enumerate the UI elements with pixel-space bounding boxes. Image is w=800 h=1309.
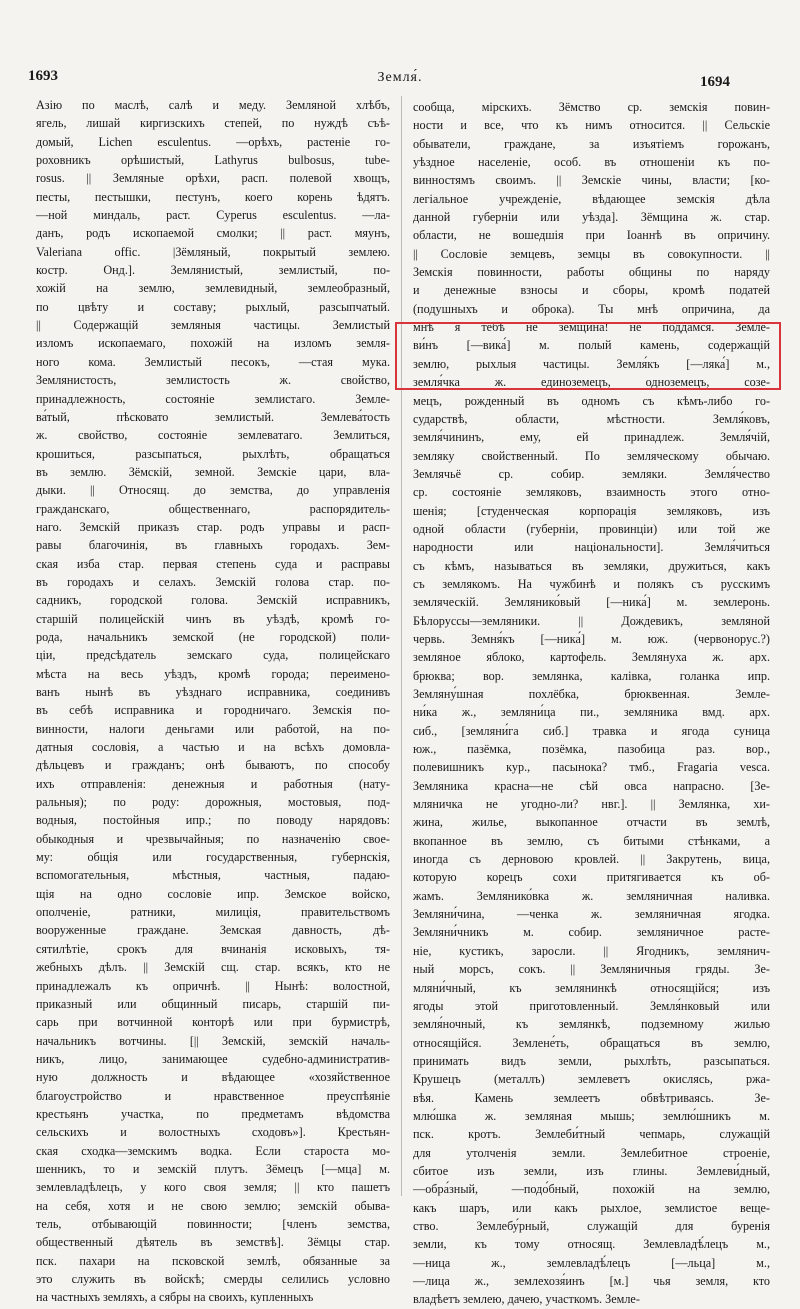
text-line: ство. Землебу́рный, служащій для буренія	[413, 1218, 770, 1233]
text-line: земля́ночный, къ землянкѣ, подземному жилью	[413, 1017, 770, 1032]
text-line: ванъ нынѣ въ уѣзднаго исправника, соединивъ	[36, 685, 390, 699]
text-line: ская изба стар. первая степень суда и расправы	[36, 556, 390, 571]
text-line: —ница ж., землевладѣ́лецъ [—льца] м.,	[413, 1255, 770, 1270]
text-line: Бѣлоруссы—земляники. || Дождевикъ, земляной	[413, 613, 770, 628]
text-line: земляку свойственный. По земляческому обычаю.	[413, 448, 770, 463]
right-column	[413, 98, 770, 1307]
text-line: шенникъ, то и земскій плутъ. Зёмецъ [—мца] м.	[36, 1161, 390, 1176]
text-line: ни́ка ж., земляни́ца пи., земляника вмд. арх.	[413, 705, 770, 720]
text-line: (подушныхъ и оброка). Ты мнѣ опричина, да	[413, 301, 770, 316]
highlight-box	[395, 322, 781, 390]
text-line: на себя, хотя и не свою землю; земскій обыва-	[36, 1198, 390, 1213]
text-line: сбитое изъ земли, изъ глины. Землеви́дный,	[413, 1163, 770, 1178]
text-line: области, не вошедшія при Іоаннѣ въ опричину.	[413, 228, 770, 243]
text-line: мляни́чный, къ землянинкѣ относящійся; изъ	[413, 980, 770, 995]
text-line: водныя, постойныя ипр.; по поводу нарядовъ:	[36, 813, 390, 828]
text-line: приказный или общинный писарь, старшій пи-	[36, 996, 390, 1011]
text-line: земля́чка ж. единоземецъ, одноземецъ, созе-	[413, 375, 770, 390]
text-line: въ землю. Зёмскій, земной. Земскіе цари, вла-	[36, 464, 390, 479]
text-line: сятилѣтіе, срокъ для вчинанія исковыхъ, тя-	[36, 941, 390, 956]
text-line: му: общія или государственныя, губернскія,	[36, 850, 390, 865]
text-line: рода, начальникъ земской (не городской) поли-	[36, 629, 390, 644]
page-number-right: 1694	[700, 74, 730, 90]
text-line: принимать видъ земли, рыхлѣть, разсыпаться.	[413, 1053, 770, 1068]
text-line: rosus. || Земляные орѣхи, расп. полевой хвощъ,	[36, 171, 390, 186]
text-line: крестьянъ участка, по предметамъ вѣдомства	[36, 1106, 390, 1121]
text-line: въ городахъ и селахъ. Земскій голова стар. по-	[36, 574, 390, 589]
text-line: земляческій. Землянико́вый [—ника́] м. землеронь.	[413, 595, 770, 610]
text-line: —обра́зный, —подо́бный, похожій на землю,	[413, 1182, 770, 1197]
text-line: ральныя); по роду: дорожныя, мостовыя, под-	[36, 795, 390, 810]
text-line: ская сходка—земскимъ водка. Если староста мо-	[36, 1143, 390, 1158]
text-line: какъ шаръ, или какъ рыхлое, землистое веще-	[413, 1200, 770, 1215]
text-line: Землячьё ср. собир. земляки. Земля́чество	[413, 466, 770, 481]
text-line: брюква; вор. землянка, калівка, голанка ипр.	[413, 668, 770, 683]
text-line: ного кома. Землистый песокъ, —стая мука.	[36, 354, 390, 369]
text-line: ціи, предсѣдатель земскаго суда, полицейскаго	[36, 648, 390, 663]
text-line: садникъ, городской голова. Земскій исправникъ,	[36, 593, 390, 608]
text-line: ва́тый, пѣсковато землистый. Землева́тость	[36, 409, 390, 424]
text-line: Земляну́шная похлёбка, брюквенная. Земле-	[413, 687, 770, 701]
text-line: и денежные взносы и сборы, кромѣ податей	[413, 283, 770, 298]
text-line: сообща, мірскихъ. Зёмство ср. земскія повин-	[413, 100, 770, 114]
text-line: иногда съ дерновою кровлей. || Закрутень, вица,	[413, 852, 770, 867]
text-line: Земскія повинности, работы общины по наряду	[413, 265, 770, 280]
text-line: для утолченія земли. Землебитное строеніе,	[413, 1145, 770, 1160]
text-line: Земляни́чина, —ченка ж. земляничная ягодка.	[413, 907, 770, 922]
text-line: данной губерніи или уѣзда]. Зёмщина ж. стар.	[413, 210, 770, 225]
text-line: Азію по маслѣ, салѣ и меду. Земляной хлѣбъ,	[36, 98, 390, 112]
text-line: гражданскаго, общественнаго, распорядитель-	[36, 501, 390, 516]
text-line: Земляни́чникъ м. собир. земляничное расте-	[413, 925, 770, 940]
text-line: старшій полицейскій чинъ въ уѣздѣ, кромѣ го-	[36, 611, 390, 626]
text-line: общественный дѣятель въ земствѣ]. Зёмцы стар.	[36, 1235, 390, 1250]
text-line: ср. состояніе земляковъ, взаимность этого отно-	[413, 485, 770, 500]
text-line: обыкодныя и чрезвычайныя; по назначенію свое-	[36, 831, 390, 846]
text-line: никъ, лицо, занимающее судебно-административ-	[36, 1051, 390, 1066]
text-line: ніе, кустикъ, заросли. || Ягодникъ, землянич-	[413, 943, 770, 958]
text-line: роховникъ орѣшистый, Lathyrus bulbosus, tube-	[36, 153, 390, 168]
text-line: сиб., [земляни́га сиб.] травка и ягода суница	[413, 723, 770, 738]
column-divider	[401, 96, 402, 1196]
text-line: земля́чининъ, ему, ей принадлеж. Земля́чій,	[413, 430, 770, 445]
text-line: датныя сословія, а частью и на всѣхъ домовла-	[36, 740, 390, 755]
text-line: мнѣ я тебѣ не земщина! не поддамся. Земле-	[413, 320, 770, 335]
text-line: ж. свойство, состояніе землеватаго. Землиться,	[36, 428, 390, 443]
text-line: мляничка не угодно-ли? нвг.]. || Землянка, хи-	[413, 797, 770, 812]
text-line: уѣздное населеніе, особ. въ отношеніи къ по-	[413, 155, 770, 170]
text-line: домый, Lichen esculentus. —орѣхъ, растеніе го-	[36, 134, 390, 149]
text-line: землевладѣлецъ, у кого своя земля; || кто пашетъ	[36, 1180, 390, 1195]
text-line: съ землякомъ. На чужбинѣ и полякъ съ русскимъ	[413, 576, 770, 591]
text-line: —ной миндаль, раст. Cyperus esculentus. —ла-	[36, 208, 390, 223]
text-line: Землянистость, землистость ж. свойство,	[36, 373, 390, 388]
text-line: данъ, родъ ископаемой смолки; || раст. мяунъ,	[36, 226, 390, 241]
text-line: вооруженные граждане. Земская давность, дѣ-	[36, 923, 390, 938]
text-line: ополченіе, ратники, милиція, правительствомъ	[36, 905, 390, 920]
text-line: вкопанное въ землю, съ битыми стѣнками, а	[413, 833, 770, 848]
text-line: пск. пахари на псковской землѣ, обязанные за	[36, 1253, 390, 1268]
text-line: сарь при вотчинной конторѣ или при бурмистрѣ,	[36, 1015, 390, 1030]
text-line: относящійся. Землене́ть, обращаться въ землю,	[413, 1035, 770, 1050]
text-line: наго. Земскій приказъ стар. родъ управы и расп-	[36, 519, 390, 534]
text-line: юж., пазёмка, позёмка, пазобица раз. вор.,	[413, 742, 770, 757]
text-line: Valeriana offic. |Зёмляный, покрытый землею.	[36, 244, 390, 259]
text-line: земли, къ тому относящ. Землевладѣ́лецъ м.,	[413, 1237, 770, 1252]
text-line: ихъ отправленія: денежныя и работныя (нату-	[36, 776, 390, 791]
text-line: это служить въ войскѣ; смерды селились условно	[36, 1272, 390, 1286]
text-line: по цвѣту и составу; рыхлый, разсыпчатый.	[36, 299, 390, 314]
page-header	[0, 60, 800, 90]
text-line: съ кѣмъ, называться въ земляки, дружиться, какъ	[413, 558, 770, 573]
text-line: жамъ. Землянико́вка ж. земляничная наливка.	[413, 888, 770, 903]
text-line: народности или національности]. Земля́читься	[413, 540, 770, 555]
text-line: вѣя. Камень землеетъ обвѣтриваясь. Зе-	[413, 1090, 770, 1105]
text-line: вспомогательныя, мѣстныя, частныя, падаю-	[36, 868, 390, 883]
text-line: щія на одно сословіе ипр. Земское войско,	[36, 886, 390, 901]
text-line: крошиться, разсыпаться, рыхлѣть, обращаться	[36, 446, 390, 461]
text-line: млю́шка ж. земляная мышь; землю́шникъ м.	[413, 1108, 770, 1123]
text-line: принадлежалъ къ опричнѣ. || Нынѣ: волостной,	[36, 978, 390, 993]
text-line: песты, пестышки, пестунъ, коего корень ѣдятъ.	[36, 189, 390, 204]
text-line: жебныхъ дѣлъ. || Земскій сщ. стар. всякъ, кто не	[36, 960, 390, 975]
text-line: дѣльцевъ и гражданъ; онѣ бываютъ, по способу	[36, 758, 390, 773]
text-line: Крушецъ (металлъ) землеветъ окислясь, ржа-	[413, 1072, 770, 1087]
text-line: владѣетъ землею, дачею, участкомъ. Земле-	[413, 1292, 640, 1307]
text-line: ный морсъ, сокъ. || Земляничныя гряды. Зе-	[413, 962, 770, 977]
text-line: сударствѣ, области, мѣстности. Земля́ковъ,	[413, 411, 770, 426]
text-line: на частныхъ земляхъ, а сябры на своихъ, купленныхъ	[36, 1290, 314, 1305]
text-line: жина, жилье, выкопанное отчасти въ землѣ,	[413, 815, 770, 830]
text-line: ягоды этой приготовленный. Земля́нковый или	[413, 998, 770, 1013]
text-line: хожій на землю, землевидный, землеобразный,	[36, 281, 390, 296]
text-line: винностямъ своимъ. || Земскіе чины, власти; [ко-	[413, 173, 770, 188]
text-line: дыки. || Относящ. до земства, до управленія	[36, 483, 390, 498]
text-line: одной области (губерніи, провинціи) или той же	[413, 521, 770, 536]
text-line: ви́нъ [—вика́] м. полый камень, содержащій	[413, 338, 770, 353]
text-line: полевишникъ кур., пасынока? тмб., Fragaria vesca.	[413, 760, 770, 775]
text-line: равы благочинія, въ главныхъ городахъ. Зем-	[36, 538, 390, 553]
text-line: пск. кротъ. Землеби́тный чепмарь, служащій	[413, 1127, 770, 1142]
text-line: костр. Онд.]. Землянистый, землистый, по-	[36, 263, 390, 278]
text-line: Земляника красна—не сѣй овса напрасно. [Зе-	[413, 778, 770, 793]
text-line: || Содержащій земляныя частицы. Землистый	[36, 318, 390, 333]
text-line: —лица ж., землехозя́инъ [м.] чья земля, кто	[413, 1274, 770, 1288]
text-line: ную должность и вѣдающее «хозяйственное	[36, 1070, 390, 1085]
text-line: начальникъ вотчины. [|| Земскій, земскій началь-	[36, 1033, 390, 1048]
text-line: червь. Земня́къ [—ника́] м. юж. (червонорус.?)	[413, 631, 770, 646]
text-line: въ себѣ исправника и городничаго. Земскія по-	[36, 703, 390, 718]
text-line: ягель, лишай киргизскихъ степей, по нуждѣ съѣ-	[36, 116, 390, 131]
text-line: винности, налоги деньгами или работой, на по-	[36, 721, 390, 736]
text-line: землю, рыхлыя частицы. Земля́къ [—ляка́] м.,	[413, 356, 770, 371]
text-line: шенія; [студенческая корпорація земляковъ, изъ	[413, 503, 770, 518]
running-title: Земля́.	[377, 70, 423, 85]
text-line: мецъ, рожденный въ одномъ съ кѣмъ-либо го-	[413, 393, 770, 408]
text-line: принадлежность, состояніе землистаго. Земле-	[36, 391, 390, 406]
page-number-left: 1693	[28, 68, 58, 84]
text-line: земляное яблоко, картофель. Землянуха ж. арх.	[413, 650, 770, 665]
left-column	[36, 96, 390, 1305]
text-line: благоустройство и нравственное преуспѣяніе	[36, 1088, 390, 1103]
text-line: обыватели, граждане, за изъятіемъ горожанъ,	[413, 136, 770, 151]
text-line: || Сословіе земцевъ, земцы въ совокупности. ||	[413, 246, 770, 261]
text-line: легіальное учрежденіе, вѣдающее земскія дѣла	[413, 191, 770, 206]
text-line: ности и все, что къ нимъ относится. || Сельскіе	[413, 118, 770, 133]
text-line: тель, отбывающій повинности; [членъ земства,	[36, 1216, 390, 1231]
text-line: мѣста на весь уѣздъ, кромѣ города; переимено-	[36, 666, 390, 681]
text-line: сельскихъ и волостныхъ сходовъ»]. Крестьян-	[36, 1125, 390, 1140]
text-line: изломъ ископаемаго, похожій на изломъ земля-	[36, 336, 390, 351]
text-line: которую корецъ сохи притягивается къ об-	[413, 870, 770, 885]
